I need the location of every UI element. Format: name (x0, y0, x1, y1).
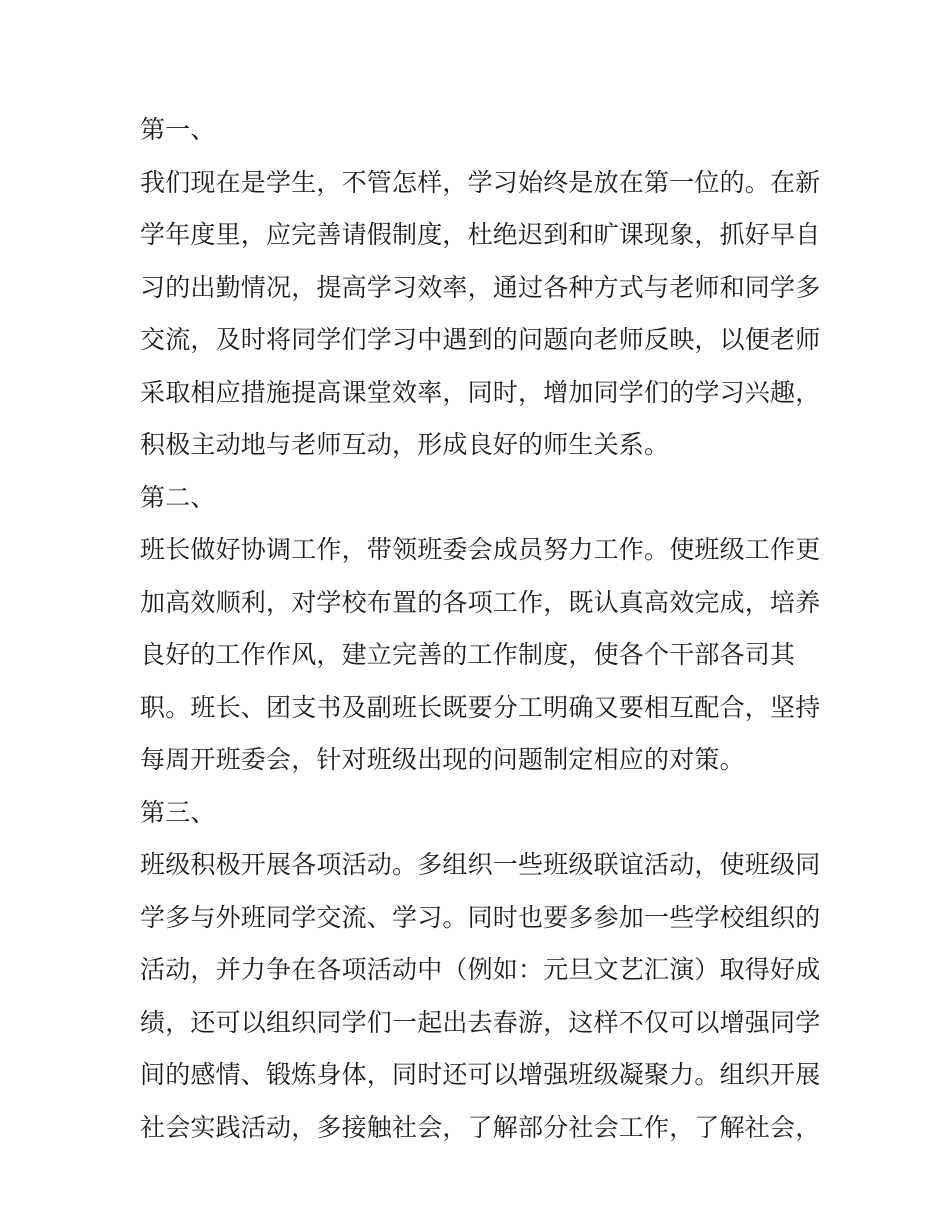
text-line: 学年度里，应完善请假制度，杜绝迟到和旷课现象，抓好早自 (140, 220, 821, 249)
text-line: 学多与外班同学交流、学习。同时也要多参加一些学校组织的 (140, 902, 821, 932)
document-body (140, 104, 820, 1154)
text-line: 良好的工作作风，建立完善的工作制度，使各个干部各司其 (140, 640, 796, 669)
text-line: 社会实践活动，多接触社会，了解部分社会工作，了解社会， (140, 1112, 821, 1142)
text-line: 加高效顺利，对学校布置的各项工作，既认真高效完成，培养 (140, 587, 821, 617)
text-line: 职。班长、团支书及副班长既要分工明确又要相互配合，坚持 (140, 692, 821, 722)
text-line: 习的出勤情况，提高学习效率，通过各种方式与老师和同学多 (140, 272, 821, 302)
text-line: 间的感情、锻炼身体，同时还可以增强班级凝聚力。组织开展 (140, 1060, 821, 1089)
text-line: 每周开班委会，针对班级出现的问题制定相应的对策。 (140, 745, 745, 774)
text-line: 积极主动地与老师互动，形成良好的师生关系。 (140, 430, 670, 459)
text-line: 我们现在是学生，不管怎样，学习始终是放在第一位的。在新 (140, 167, 821, 197)
text-line: 班长做好协调工作，带领班委会成员努力工作。使班级工作更 (140, 535, 821, 564)
text-line: 采取相应措施提高课堂效率，同时，增加同学们的学习兴趣， (140, 377, 821, 407)
text-line: 绩，还可以组织同学们一起出去春游，这样不仅可以增强同学 (140, 1007, 821, 1037)
text-line: 交流，及时将同学们学习中遇到的问题向老师反映，以便老师 (140, 325, 821, 354)
section-heading-2: 第二、 (140, 482, 216, 512)
text-line: 活动，并力争在各项活动中（例如：元旦文艺汇演）取得好成 (140, 955, 821, 984)
text-line: 班级积极开展各项活动。多组织一些班级联谊活动，使班级同 (140, 850, 821, 879)
section-heading-3: 第三、 (140, 797, 216, 827)
section-heading-1: 第一、 (140, 115, 216, 144)
